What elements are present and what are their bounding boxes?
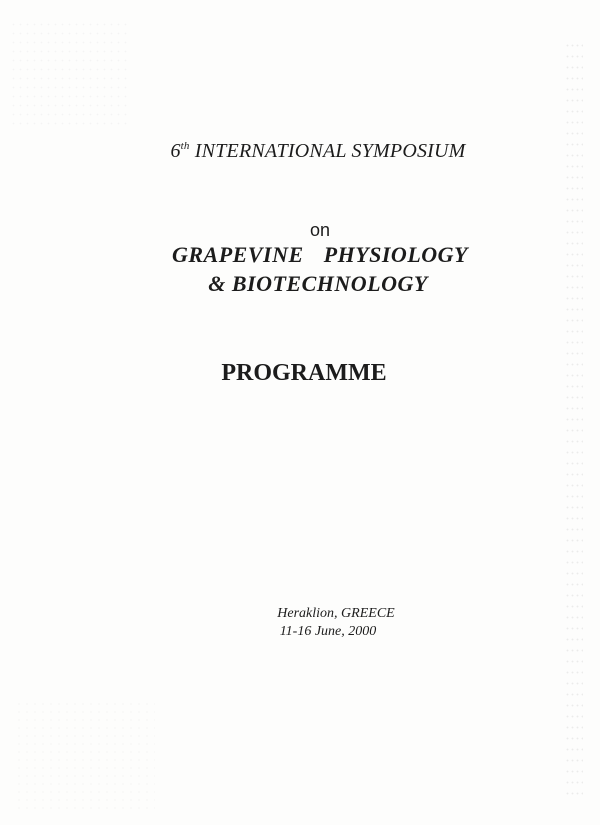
symposium-ordinal: 6	[170, 140, 181, 162]
connector-text: on	[309, 220, 331, 240]
dates-text: 11-16 June, 2000	[279, 624, 377, 639]
symposium-text: INTERNATIONAL SYMPOSIUM	[189, 140, 466, 162]
page-heading: PROGRAMME	[221, 360, 387, 386]
title-line-2: & BIOTECHNOLOGY	[208, 271, 428, 296]
title-line-1: GRAPEVINE PHYSIOLOGY	[172, 242, 468, 267]
scan-noise	[15, 700, 155, 810]
symposium-title	[0, 140, 600, 163]
scan-noise	[10, 20, 130, 130]
location-text: Heraklion, GREECE	[277, 606, 395, 621]
symposium-ordinal-suffix: th	[180, 140, 190, 152]
